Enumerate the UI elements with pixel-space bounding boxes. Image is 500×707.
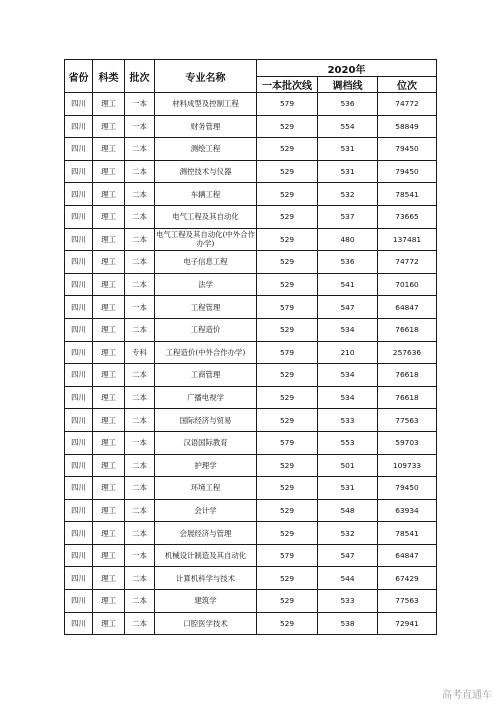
header-batch: 批次 [125,60,155,93]
cell-province: 四川 [65,93,93,116]
cell-position: 63934 [378,499,437,522]
cell-position: 76618 [378,318,437,341]
cell-province: 四川 [65,544,93,567]
cell-major: 工商管理 [155,364,257,387]
cell-major: 电子信息工程 [155,251,257,274]
cell-batch: 二本 [125,138,155,161]
cell-batch-line: 529 [257,590,318,613]
cell-province: 四川 [65,431,93,454]
cell-province: 四川 [65,318,93,341]
cell-position: 78541 [378,183,437,206]
cell-batch: 二本 [125,612,155,635]
cell-batch-line: 579 [257,93,318,116]
cell-province: 四川 [65,183,93,206]
table-row [65,612,437,635]
cell-major: 会展经济与管理 [155,522,257,545]
cell-position: 72941 [378,612,437,635]
cell-subject: 理工 [93,318,125,341]
cell-batch-line: 529 [257,251,318,274]
cell-rank-line: 537 [318,205,378,228]
cell-position: 77563 [378,590,437,613]
cell-batch-line: 529 [257,522,318,545]
cell-subject: 理工 [93,296,125,319]
cell-position: 74772 [378,93,437,116]
cell-rank-line: 531 [318,477,378,500]
cell-major: 会计学 [155,499,257,522]
table-row [65,409,437,432]
cell-batch-line: 529 [257,364,318,387]
cell-province: 四川 [65,341,93,364]
cell-batch-line: 529 [257,160,318,183]
cell-batch-line: 529 [257,228,318,251]
cell-subject: 理工 [93,228,125,251]
cell-subject: 理工 [93,183,125,206]
cell-position: 76618 [378,364,437,387]
cell-rank-line: 536 [318,251,378,274]
table-row [65,228,437,251]
table-row [65,364,437,387]
cell-batch: 二本 [125,160,155,183]
cell-batch-line: 529 [257,499,318,522]
cell-major: 材料成型及控制工程 [155,93,257,116]
cell-province: 四川 [65,454,93,477]
cell-major: 工程造价 [155,318,257,341]
cell-batch: 二本 [125,567,155,590]
cell-rank-line: 533 [318,590,378,613]
cell-batch-line: 579 [257,431,318,454]
table-row [65,205,437,228]
cell-province: 四川 [65,160,93,183]
cell-major: 测绘工程 [155,138,257,161]
cell-rank-line: 547 [318,544,378,567]
cell-major: 测控技术与仪器 [155,160,257,183]
cell-subject: 理工 [93,364,125,387]
cell-subject: 理工 [93,431,125,454]
cell-batch-line: 529 [257,273,318,296]
cell-major: 电气工程及其自动化(中外合作办学) [155,228,257,251]
cell-batch: 一本 [125,544,155,567]
table-row [65,341,437,364]
cell-province: 四川 [65,612,93,635]
cell-major: 建筑学 [155,590,257,613]
header-major: 专业名称 [155,60,257,93]
cell-batch: 二本 [125,364,155,387]
cell-position: 77563 [378,409,437,432]
cell-rank-line: 531 [318,160,378,183]
cell-batch-line: 529 [257,567,318,590]
cell-position: 64847 [378,544,437,567]
cell-province: 四川 [65,522,93,545]
cell-rank-line: 480 [318,228,378,251]
table-row [65,431,437,454]
cell-subject: 理工 [93,499,125,522]
cell-batch-line: 529 [257,612,318,635]
cell-province: 四川 [65,228,93,251]
table-row [65,251,437,274]
cell-province: 四川 [65,409,93,432]
cell-province: 四川 [65,477,93,500]
cell-subject: 理工 [93,160,125,183]
cell-rank-line: 501 [318,454,378,477]
cell-batch-line: 529 [257,409,318,432]
cell-subject: 理工 [93,612,125,635]
cell-major: 口腔医学技术 [155,612,257,635]
cell-batch: 二本 [125,477,155,500]
cell-province: 四川 [65,296,93,319]
cell-province: 四川 [65,251,93,274]
cell-batch: 二本 [125,386,155,409]
cell-rank-line: 210 [318,341,378,364]
cell-rank-line: 531 [318,138,378,161]
cell-rank-line: 547 [318,296,378,319]
cell-batch: 二本 [125,273,155,296]
cell-rank-line: 534 [318,318,378,341]
table-row [65,115,437,138]
cell-rank-line: 532 [318,183,378,206]
cell-subject: 理工 [93,544,125,567]
watermark-text: 高考直通车 [442,690,492,701]
cell-province: 四川 [65,590,93,613]
table-row [65,160,437,183]
cell-batch: 一本 [125,296,155,319]
cell-major: 广播电视学 [155,386,257,409]
cell-major: 工程造价(中外合作办学) [155,341,257,364]
cell-province: 四川 [65,567,93,590]
cell-subject: 理工 [93,590,125,613]
cell-rank-line: 548 [318,499,378,522]
cell-batch: 二本 [125,590,155,613]
cell-batch-line: 529 [257,386,318,409]
cell-major: 机械设计制造及其自动化 [155,544,257,567]
header-province: 省份 [65,60,93,93]
cell-position: 73665 [378,205,437,228]
cell-major: 环境工程 [155,477,257,500]
cell-position: 58849 [378,115,437,138]
cell-batch-line: 579 [257,341,318,364]
cell-rank-line: 554 [318,115,378,138]
cell-rank-line: 533 [318,409,378,432]
cell-batch: 二本 [125,318,155,341]
cell-province: 四川 [65,205,93,228]
cell-position: 74772 [378,251,437,274]
cell-batch: 二本 [125,499,155,522]
cell-batch: 专科 [125,341,155,364]
table-row [65,567,437,590]
cell-position: 76618 [378,386,437,409]
header-subject: 科类 [93,60,125,93]
cell-batch: 二本 [125,251,155,274]
cell-subject: 理工 [93,93,125,116]
cell-province: 四川 [65,364,93,387]
cell-subject: 理工 [93,386,125,409]
cell-position: 67429 [378,567,437,590]
cell-major: 计算机科学与技术 [155,567,257,590]
cell-batch: 一本 [125,431,155,454]
cell-subject: 理工 [93,115,125,138]
cell-province: 四川 [65,386,93,409]
cell-batch: 二本 [125,522,155,545]
cell-position: 78541 [378,522,437,545]
cell-position: 109733 [378,454,437,477]
cell-batch-line: 529 [257,477,318,500]
table-row [65,477,437,500]
cell-major: 国际经济与贸易 [155,409,257,432]
cell-major: 法学 [155,273,257,296]
cell-rank-line: 534 [318,386,378,409]
cell-subject: 理工 [93,477,125,500]
table-row [65,273,437,296]
cell-subject: 理工 [93,341,125,364]
cell-position: 257636 [378,341,437,364]
cell-position: 59703 [378,431,437,454]
cell-position: 79450 [378,477,437,500]
cell-batch-line: 529 [257,138,318,161]
cell-batch: 二本 [125,409,155,432]
cell-position: 79450 [378,160,437,183]
cell-batch-line: 529 [257,318,318,341]
cell-subject: 理工 [93,454,125,477]
header-batch-line: 一本批次线 [257,77,318,93]
cell-province: 四川 [65,138,93,161]
cell-major: 财务管理 [155,115,257,138]
table-row [65,522,437,545]
cell-batch-line: 529 [257,115,318,138]
table-row [65,296,437,319]
cell-position: 79450 [378,138,437,161]
cell-batch: 二本 [125,205,155,228]
cell-position: 137481 [378,228,437,251]
cell-rank-line: 534 [318,364,378,387]
cell-major: 车辆工程 [155,183,257,206]
cell-batch: 一本 [125,115,155,138]
header-year: 2020年 [257,60,437,77]
cell-batch-line: 529 [257,454,318,477]
table-row [65,590,437,613]
cell-subject: 理工 [93,567,125,590]
table-row [65,544,437,567]
cell-province: 四川 [65,115,93,138]
cell-batch-line: 579 [257,544,318,567]
cell-major: 护理学 [155,454,257,477]
table-row [65,183,437,206]
cell-batch-line: 529 [257,205,318,228]
cell-subject: 理工 [93,205,125,228]
cell-batch: 一本 [125,93,155,116]
header-position: 位次 [378,77,437,93]
cell-rank-line: 536 [318,93,378,116]
cell-subject: 理工 [93,273,125,296]
table-row [65,499,437,522]
cell-major: 工程管理 [155,296,257,319]
cell-rank-line: 553 [318,431,378,454]
cell-batch-line: 579 [257,296,318,319]
cell-province: 四川 [65,499,93,522]
cell-major: 电气工程及其自动化 [155,205,257,228]
table-row [65,93,437,116]
cell-batch: 二本 [125,228,155,251]
cell-position: 64847 [378,296,437,319]
cell-subject: 理工 [93,522,125,545]
cell-province: 四川 [65,273,93,296]
table-row [65,386,437,409]
cell-major: 汉语国际教育 [155,431,257,454]
table-body [65,93,437,635]
cell-batch-line: 529 [257,183,318,206]
cell-rank-line: 538 [318,612,378,635]
cell-subject: 理工 [93,409,125,432]
cell-rank-line: 544 [318,567,378,590]
cell-subject: 理工 [93,138,125,161]
table-row [65,138,437,161]
cell-position: 70160 [378,273,437,296]
table-row [65,454,437,477]
cell-rank-line: 541 [318,273,378,296]
cell-batch: 二本 [125,454,155,477]
cell-rank-line: 532 [318,522,378,545]
admission-score-table [64,59,437,635]
table-row [65,318,437,341]
cell-batch: 二本 [125,183,155,206]
cell-subject: 理工 [93,251,125,274]
header-rank-line: 调档线 [318,77,378,93]
